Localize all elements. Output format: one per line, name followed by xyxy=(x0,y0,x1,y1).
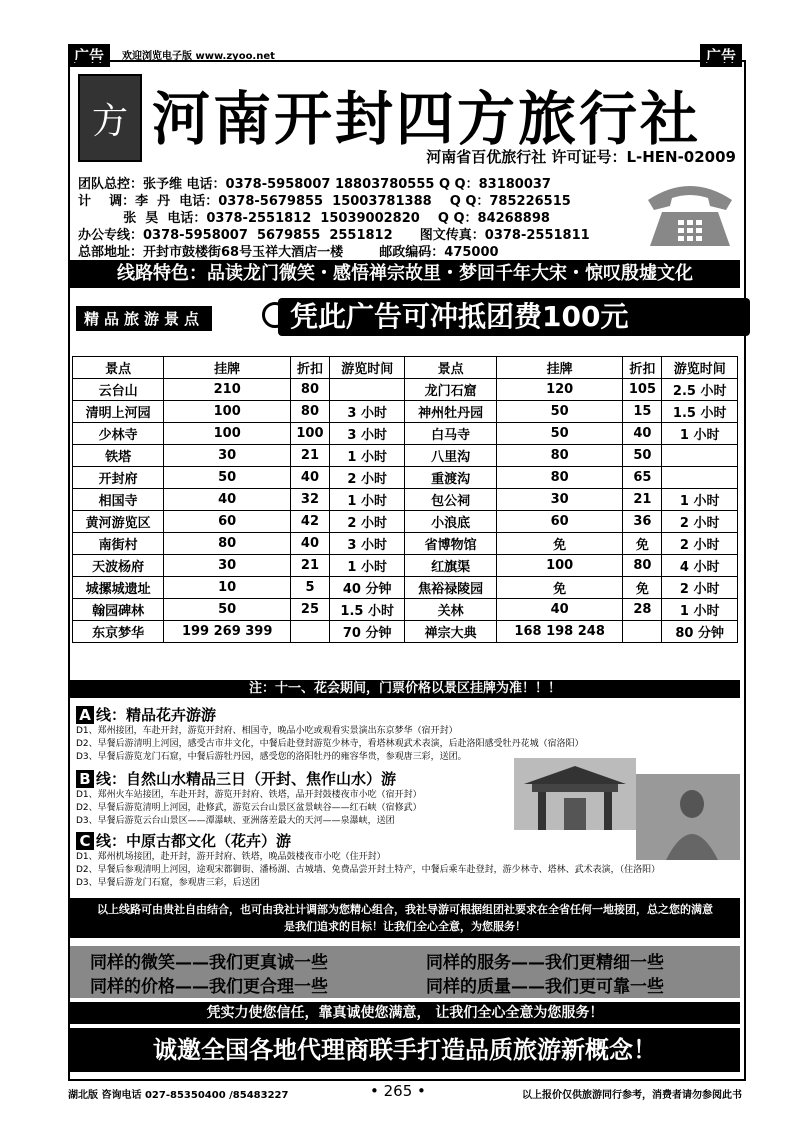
trust-line: 凭实力使您信任，靠真诚使您满意， 让我们全心全意为您服务！ xyxy=(70,1002,740,1024)
slogan: 同样的微笑——我们更真诚一些 xyxy=(90,953,328,973)
table-cell: 2 小时 xyxy=(662,577,738,599)
table-row xyxy=(73,555,738,577)
table-cell: 小浪底 xyxy=(405,511,496,533)
table-header-cell: 景点 xyxy=(73,357,164,379)
table-cell: 30 xyxy=(164,445,291,467)
table-cell: 清明上河园 xyxy=(73,401,164,423)
table-header-row xyxy=(73,357,738,379)
table-cell: 15 xyxy=(623,401,662,423)
table-cell: 免 xyxy=(496,577,623,599)
table-cell: 2 小时 xyxy=(662,533,738,555)
table-cell: 70 分钟 xyxy=(329,621,405,643)
contact-line: 团队总控：张予维 电话：0378-5958007 18803780555 Q Q：83180037 xyxy=(78,177,551,192)
table-cell: 210 xyxy=(164,379,291,401)
table-cell: 36 xyxy=(623,511,662,533)
table-cell: 50 xyxy=(164,599,291,621)
table-cell: 60 xyxy=(164,511,291,533)
contact-block xyxy=(78,176,590,261)
table-cell: 2 小时 xyxy=(329,511,405,533)
table-cell: 城摞城遗址 xyxy=(73,577,164,599)
table-row xyxy=(73,511,738,533)
table-cell: 168 198 248 xyxy=(496,621,623,643)
route-day: D1、郑州机场接团，赴开封，游开封府、铁塔，晚品鼓楼夜市小吃（住开封） xyxy=(76,852,386,862)
table-cell: 28 xyxy=(623,599,662,621)
table-cell: 1.5 小时 xyxy=(662,401,738,423)
table-cell: 东京梦华 xyxy=(73,621,164,643)
table-cell: 80 xyxy=(496,445,623,467)
route-day: D2、早餐后游览清明上河园，赴修武，游览云台山景区盆景峡谷——红石峡（宿修武） xyxy=(76,803,422,813)
table-cell: 50 xyxy=(496,401,623,423)
table-cell: 30 xyxy=(496,489,623,511)
route-day: D1、郑州接团，车赴开封，游览开封府、相国寺，晚品小吃或观看实景演出东京梦华（宿开封） xyxy=(76,726,458,736)
table-header-cell: 折扣 xyxy=(623,357,662,379)
table-row xyxy=(73,489,738,511)
contact-line: 办公专线：0378-5958007 5679855 2551812 图文传真：0378-2551811 xyxy=(78,228,590,243)
table-cell: 3 小时 xyxy=(329,423,405,445)
table-cell: 50 xyxy=(164,467,291,489)
table-cell: 1.5 小时 xyxy=(329,599,405,621)
table-cell: 八里沟 xyxy=(405,445,496,467)
route-day: D2、早餐后参观清明上河园，途观宋都御街、潘杨湖、古城墙、免费品尝开封土特产，中餐后乘车赴登封，游少林寺、塔林、武术表演，（住洛阳） xyxy=(76,865,661,875)
route-day: D2、早餐后游清明上河园，感受古市井文化，中餐后赴登封游览少林寺，看塔林观武术表演，后赴洛阳感受牡丹花城（宿洛阳） xyxy=(76,739,584,749)
table-cell xyxy=(662,445,738,467)
table-row xyxy=(73,401,738,423)
table-header-cell: 挂牌 xyxy=(496,357,623,379)
table-cell: 免 xyxy=(496,533,623,555)
table-header-cell: 折扣 xyxy=(290,357,329,379)
telephone-icon xyxy=(640,178,740,250)
footer-disclaimer: 以上报价仅供旅游同行参考，消费者请勿参阅此书 xyxy=(522,1090,742,1101)
table-cell: 40 xyxy=(496,599,623,621)
table-cell: 21 xyxy=(290,445,329,467)
table-cell: 禅宗大典 xyxy=(405,621,496,643)
table-cell: 40 分钟 xyxy=(329,577,405,599)
table-header-cell: 景点 xyxy=(405,357,496,379)
promo-label: 精品旅游景点 xyxy=(76,306,212,331)
table-cell: 开封府 xyxy=(73,467,164,489)
table-row xyxy=(73,379,738,401)
table-cell: 5 xyxy=(290,577,329,599)
table-cell: 1 小时 xyxy=(329,555,405,577)
slogan: 同样的质量——我们更可靠一些 xyxy=(426,977,664,997)
table-cell: 包公祠 xyxy=(405,489,496,511)
table-row xyxy=(73,577,738,599)
table-cell: 199 269 399 xyxy=(164,621,291,643)
table-cell: 1 小时 xyxy=(662,489,738,511)
table-cell: 1 小时 xyxy=(662,423,738,445)
table-cell: 80 分钟 xyxy=(662,621,738,643)
contact-line: 计 调：李 丹 电话：0378-5679855 15003781388 Q Q：785226515 xyxy=(78,194,571,209)
table-cell: 龙门石窟 xyxy=(405,379,496,401)
table-cell: 铁塔 xyxy=(73,445,164,467)
route-day: D3、早餐后游览云台山景区——潭瀑峡、亚洲落差最大的天河——泉瀑峡，送团 xyxy=(76,816,395,826)
table-cell: 80 xyxy=(623,555,662,577)
table-cell: 100 xyxy=(164,423,291,445)
route-day: D1、郑州火车站接团，车赴开封，游览开封府、铁塔，品开封鼓楼夜市小吃（宿开封） xyxy=(76,790,422,800)
table-cell: 80 xyxy=(164,533,291,555)
route-feature-banner: 线路特色：品读龙门微笑・感悟禅宗故里・梦回千年大宋・惊叹殷墟文化 xyxy=(70,260,740,288)
page-number: • 265 • xyxy=(370,1082,426,1100)
table-cell: 40 xyxy=(290,467,329,489)
license-number: 河南省百优旅行社 许可证号：L-HEN-02009 xyxy=(426,148,736,166)
table-cell xyxy=(623,621,662,643)
table-cell: 南街村 xyxy=(73,533,164,555)
ad-tag-right: 广告 xyxy=(700,44,742,67)
table-cell: 免 xyxy=(623,533,662,555)
agent-invitation: 诚邀全国各地代理商联手打造品质旅游新概念！ xyxy=(70,1028,740,1072)
contact-line: 张 昊 电话：0378-2551812 15039002820 Q Q：84268898 xyxy=(78,211,550,226)
table-cell: 神州牡丹园 xyxy=(405,401,496,423)
table-cell: 40 xyxy=(623,423,662,445)
table-row xyxy=(73,423,738,445)
table-cell: 80 xyxy=(290,401,329,423)
route-b xyxy=(76,768,516,828)
table-cell: 21 xyxy=(290,555,329,577)
price-note: 注：十一、花会期间，门票价格以景区挂牌为准！！！ xyxy=(70,680,740,698)
table-cell: 25 xyxy=(290,599,329,621)
table-cell: 1 小时 xyxy=(329,489,405,511)
table-cell: 重渡沟 xyxy=(405,467,496,489)
slogans-box xyxy=(70,946,740,998)
route-letter: C xyxy=(76,832,94,850)
table-cell: 省博物馆 xyxy=(405,533,496,555)
table-cell: 50 xyxy=(496,423,623,445)
route-day: D3、早餐后游览龙门石窟，中餐后游牡丹园，感受您的洛阳牡丹的雍容华贵，参观唐三彩，送团。 xyxy=(76,752,467,762)
table-cell: 1 小时 xyxy=(329,445,405,467)
table-cell: 50 xyxy=(623,445,662,467)
table-header-cell: 挂牌 xyxy=(164,357,291,379)
route-letter: A xyxy=(76,706,94,724)
table-cell: 免 xyxy=(623,577,662,599)
company-logo: 方 xyxy=(78,74,142,162)
table-cell: 120 xyxy=(496,379,623,401)
table-cell: 100 xyxy=(496,555,623,577)
route-title: 线：中原古都文化（花卉）游 xyxy=(96,832,292,850)
combination-note: 以上线路可由贵社自由结合，也可由我社计调部为您精心组合，我社导游可根据组团社要求在全省任何一地接团，总之您的满意是我们追求的目标！让我们全心全意，为您服务！ xyxy=(70,898,740,938)
table-cell: 65 xyxy=(623,467,662,489)
table-cell: 80 xyxy=(496,467,623,489)
table-cell xyxy=(290,621,329,643)
table-cell: 40 xyxy=(290,533,329,555)
table-cell: 白马寺 xyxy=(405,423,496,445)
attractions-table xyxy=(72,356,738,643)
table-cell: 红旗渠 xyxy=(405,555,496,577)
table-row xyxy=(73,533,738,555)
table-cell: 10 xyxy=(164,577,291,599)
table-cell: 32 xyxy=(290,489,329,511)
table-cell: 2.5 小时 xyxy=(662,379,738,401)
table-cell: 少林寺 xyxy=(73,423,164,445)
table-cell: 1 小时 xyxy=(662,599,738,621)
route-a xyxy=(76,704,736,764)
contact-line: 总部地址：开封市鼓楼街68号玉祥大酒店一楼 邮政编码：475000 xyxy=(78,245,499,260)
promo-discount: 凭此广告可冲抵团费100元 xyxy=(278,298,750,336)
table-cell: 4 小时 xyxy=(662,555,738,577)
table-cell: 2 小时 xyxy=(329,467,405,489)
slogan: 同样的服务——我们更精细一些 xyxy=(426,953,664,973)
slogan: 同样的价格——我们更合理一些 xyxy=(90,977,328,997)
table-cell: 100 xyxy=(290,423,329,445)
table-cell: 天波杨府 xyxy=(73,555,164,577)
table-header-cell: 游览时间 xyxy=(662,357,738,379)
table-cell: 3 小时 xyxy=(329,401,405,423)
table-cell: 60 xyxy=(496,511,623,533)
ad-tag-left: 广告 xyxy=(68,44,110,67)
table-header-cell: 游览时间 xyxy=(329,357,405,379)
route-title: 线：精品花卉游游 xyxy=(96,706,217,724)
table-row xyxy=(73,467,738,489)
route-day: D3、早餐后游龙门石窟，参观唐三彩，后送团 xyxy=(76,878,260,888)
table-row xyxy=(73,599,738,621)
temple-gate-photo xyxy=(514,758,636,830)
table-cell: 焦裕禄陵园 xyxy=(405,577,496,599)
table-cell: 3 小时 xyxy=(329,533,405,555)
site-url[interactable]: 欢迎浏览电子版 www.zyoo.net xyxy=(122,51,275,62)
company-name: 河南开封四方旅行社 xyxy=(152,85,702,153)
route-letter: B xyxy=(76,770,94,788)
table-cell: 80 xyxy=(290,379,329,401)
table-cell: 黄河游览区 xyxy=(73,511,164,533)
table-cell: 云台山 xyxy=(73,379,164,401)
table-cell: 相国寺 xyxy=(73,489,164,511)
table-cell: 40 xyxy=(164,489,291,511)
table-cell: 21 xyxy=(623,489,662,511)
route-title: 线：自然山水精品三日（开封、焦作山水）游 xyxy=(96,770,397,788)
route-c xyxy=(76,830,742,890)
table-cell xyxy=(329,379,405,401)
table-row xyxy=(73,445,738,467)
table-cell: 30 xyxy=(164,555,291,577)
table-row xyxy=(73,621,738,643)
table-cell: 2 小时 xyxy=(662,511,738,533)
footer-hotline: 湖北版 咨询电话 027-85350400 /85483227 xyxy=(68,1090,289,1101)
table-cell: 关林 xyxy=(405,599,496,621)
table-cell: 105 xyxy=(623,379,662,401)
table-cell: 翰园碑林 xyxy=(73,599,164,621)
table-cell xyxy=(662,467,738,489)
table-cell: 42 xyxy=(290,511,329,533)
table-cell: 100 xyxy=(164,401,291,423)
